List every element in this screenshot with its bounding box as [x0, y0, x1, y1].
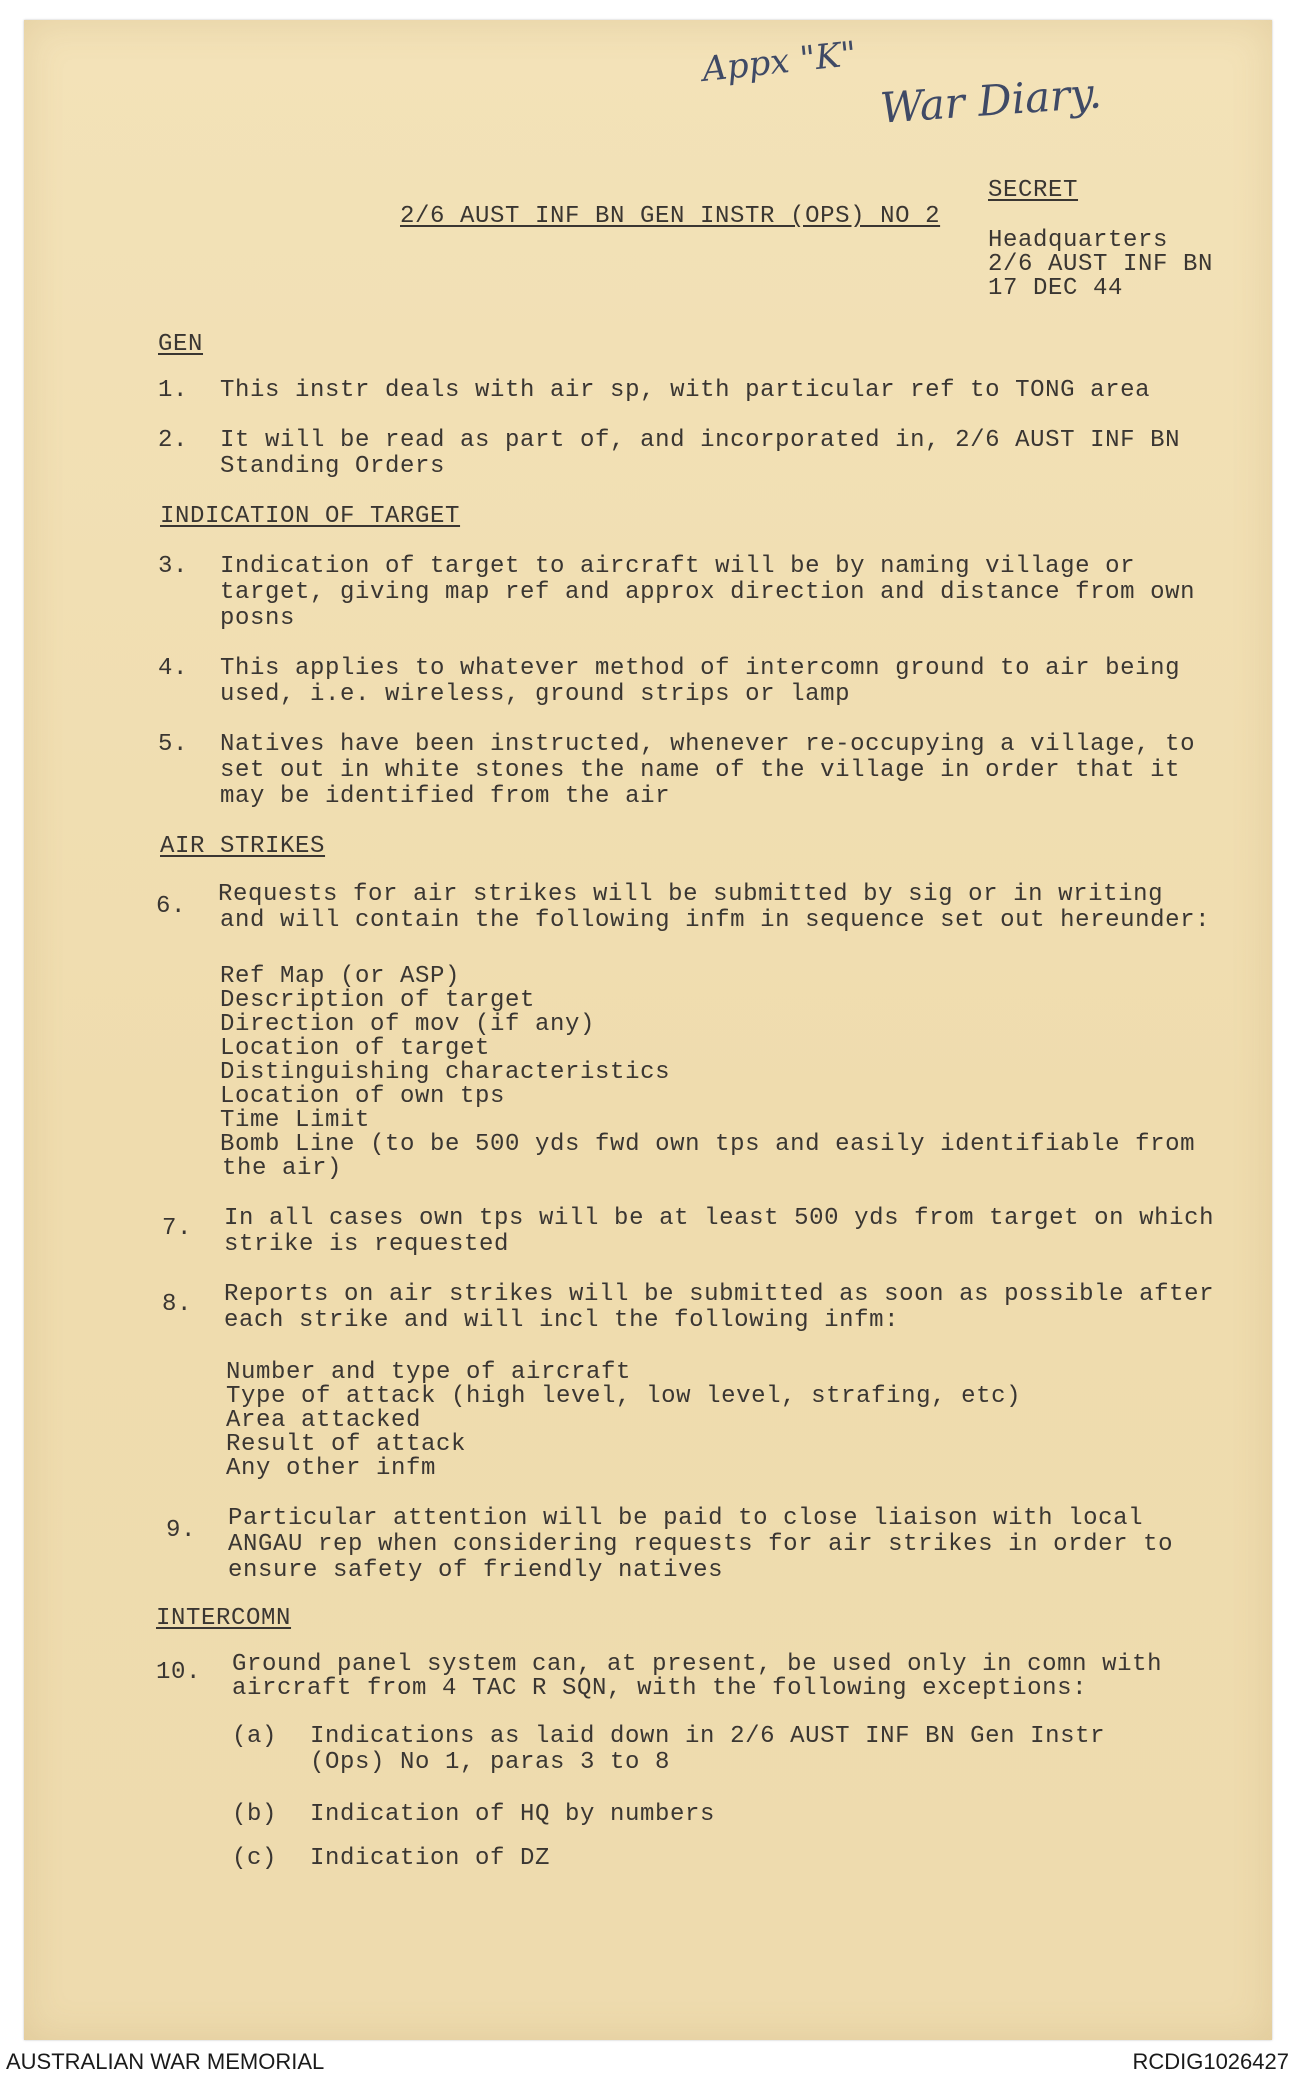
para-number: 2.	[158, 427, 189, 454]
para-number: 8.	[162, 1291, 193, 1318]
handwritten-war-diary: War Diary.	[878, 68, 1104, 133]
sub-item-label: (a)	[232, 1723, 278, 1750]
section-heading-intercomn: INTERCOMN	[156, 1605, 292, 1632]
hq-line-2: 2/6 AUST INF BN	[988, 251, 1214, 278]
para-number: 5.	[158, 731, 189, 758]
document-date: 17 DEC 44	[988, 275, 1124, 302]
para-line: ANGAU rep when considering requests for air strikes in order to	[228, 1531, 1174, 1558]
para-line: Standing Orders	[220, 453, 446, 480]
para-line: This applies to whatever method of intercomn ground to air being	[220, 655, 1181, 682]
para-line: In all cases own tps will be at least 500 yds from target on which	[224, 1205, 1215, 1232]
para-number: 1.	[158, 377, 189, 404]
para-line: Reports on air strikes will be submitted as soon as possible after	[224, 1281, 1215, 1308]
list-item: Area attacked	[226, 1407, 422, 1434]
document-title: 2/6 AUST INF BN GEN INSTR (OPS) NO 2	[400, 203, 941, 230]
para-number: 6.	[156, 893, 187, 920]
para-number: 10.	[156, 1659, 202, 1686]
hq-line-1: Headquarters	[988, 227, 1169, 254]
sub-item-label: (b)	[232, 1801, 278, 1828]
footer-record-id: RCDIG1026427	[1132, 2049, 1289, 2074]
sub-item-label: (c)	[232, 1845, 278, 1872]
para-line: Ground panel system can, at present, be used only in comn with	[232, 1651, 1163, 1678]
para-line: used, i.e. wireless, ground strips or lamp	[220, 681, 851, 708]
para-number: 7.	[162, 1215, 193, 1242]
handwritten-appx: Appx "K"	[700, 34, 859, 90]
section-heading-air-strikes: AIR STRIKES	[160, 833, 326, 860]
classification-label: SECRET	[988, 177, 1079, 204]
para-line: and will contain the following infm in sequence set out hereunder:	[220, 907, 1211, 934]
sub-item-line: Indication of DZ	[310, 1845, 551, 1872]
para-line: Indication of target to aircraft will be by naming village or	[220, 553, 1136, 580]
list-item: Result of attack	[226, 1431, 467, 1458]
list-item: Any other infm	[226, 1455, 437, 1482]
para-number: 9.	[166, 1517, 197, 1544]
list-item: Description of target	[220, 987, 536, 1014]
list-item: Bomb Line (to be 500 yds fwd own tps and easily identifiable from	[220, 1131, 1196, 1158]
para-number: 4.	[158, 655, 189, 682]
para-line: Requests for air strikes will be submitted by sig or in writing	[218, 881, 1164, 908]
para-line: target, giving map ref and approx direction and distance from own	[220, 579, 1196, 606]
list-item: Type of attack (high level, low level, strafing, etc)	[226, 1383, 1022, 1410]
para-line: This instr deals with air sp, with particular ref to TONG area	[220, 377, 1151, 404]
section-heading-gen: GEN	[158, 331, 204, 358]
para-line: Natives have been instructed, whenever re-occupying a village, to	[220, 731, 1196, 758]
list-item: Number and type of aircraft	[226, 1359, 632, 1386]
list-item: Ref Map (or ASP)	[220, 963, 461, 990]
section-heading-indication-of-target: INDICATION OF TARGET	[160, 503, 461, 530]
sub-item-line: Indication of HQ by numbers	[310, 1801, 716, 1828]
para-number: 3.	[158, 553, 189, 580]
sub-item-line: Indications as laid down in 2/6 AUST INF BN Gen Instr	[310, 1723, 1106, 1750]
para-line: It will be read as part of, and incorporated in, 2/6 AUST INF BN	[220, 427, 1181, 454]
para-line: aircraft from 4 TAC R SQN, with the following exceptions:	[232, 1675, 1088, 1702]
list-item: Time Limit	[220, 1107, 371, 1134]
list-item: Location of target	[220, 1035, 491, 1062]
para-line: ensure safety of friendly natives	[228, 1557, 724, 1584]
document-page	[24, 20, 1272, 2040]
footer-archive-name: AUSTRALIAN WAR MEMORIAL	[6, 2049, 325, 2074]
list-item: the air)	[222, 1155, 343, 1182]
list-item: Direction of mov (if any)	[220, 1011, 596, 1038]
para-line: Particular attention will be paid to close liaison with local	[228, 1505, 1144, 1532]
para-line: may be identified from the air	[220, 783, 671, 810]
sub-item-line: (Ops) No 1, paras 3 to 8	[310, 1749, 671, 1776]
para-line: posns	[220, 605, 296, 632]
para-line: set out in white stones the name of the village in order that it	[220, 757, 1181, 784]
para-line: strike is requested	[224, 1231, 510, 1258]
list-item: Distinguishing characteristics	[220, 1059, 671, 1086]
list-item: Location of own tps	[220, 1083, 506, 1110]
para-line: each strike and will incl the following infm:	[224, 1307, 900, 1334]
